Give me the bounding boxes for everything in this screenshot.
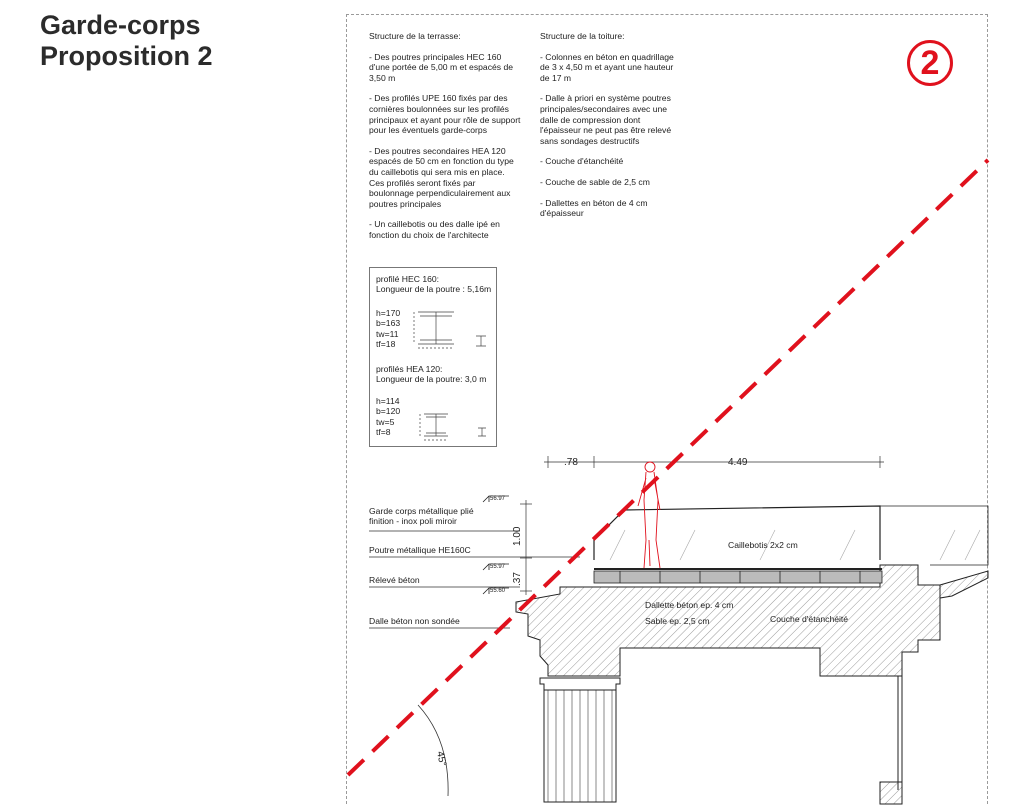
toiture-item: - Couche de sable de 2,5 cm	[540, 176, 650, 187]
angle-45: 45°	[434, 750, 448, 768]
toiture-item: - Couche d'étanchéité	[540, 156, 624, 167]
hec-profile-dims: h=170 b=163 tw=11 tf=18	[376, 308, 401, 350]
right-glass-panel	[880, 506, 988, 565]
hea-profile-dims: h=114 b=120 tw=5 tf=8	[376, 396, 401, 438]
terrasse-item: - Un caillebotis ou des dalle ipé en fonction du choix de l'architecte	[369, 219, 500, 240]
hea-profile-title: profilés HEA 120: Longueur de la poutre: 3,0 m	[376, 364, 487, 385]
label-releve: Rélevé béton	[369, 575, 420, 585]
level-56-97: 56.97	[490, 496, 506, 502]
right-wall	[880, 676, 902, 804]
terrasse-item: - Des profilés UPE 160 fixés par des cornières boulonnées sur les profilés principaux et ayant pour rôle de support pour les éventuels garde-corps	[369, 93, 521, 136]
hec-profile-title: profilé HEC 160: Longueur de la poutre : 5,16m	[376, 274, 492, 295]
dim-0-78: .78	[564, 457, 578, 468]
annotation-sable: Sable ep. 2,5 cm	[645, 616, 710, 626]
annotation-dallette: Dallette béton ep. 4 cm	[645, 600, 734, 610]
terrasse-item: - Des poutres secondaires HEA 120 espacés de 50 cm en fonction du type du caillebotis qui sera mis en place. Ces profilés seront fixés par boulonnage perpendiculairement aux poutres principales	[369, 145, 514, 209]
terrasse-item: - Des poutres principales HEC 160 d'une portée de 5,00 m et espacés de 3,50 m	[369, 51, 514, 83]
annotation-etancheite: Couche d'étanchéité	[770, 614, 849, 624]
steel-beam	[594, 571, 882, 583]
column-capital	[540, 678, 620, 690]
annotation-caillebotis: Caillebotis 2x2 cm	[728, 540, 798, 550]
toiture-heading: Structure de la toiture:	[540, 31, 625, 41]
dim-0-37: .37	[512, 572, 523, 586]
label-dalle: Dalle béton non sondée	[369, 616, 460, 626]
label-poutre: Poutre métallique HE160C	[369, 545, 471, 555]
red-45-degree-line	[348, 160, 988, 775]
glass-balustrade	[594, 506, 880, 560]
level-55-60: 55.60	[490, 588, 506, 594]
level-marker	[483, 496, 509, 594]
level-55-97: 55.97	[490, 564, 506, 570]
proposition-number-badge: 2	[907, 40, 953, 86]
toiture-item: - Dallettes en béton de 4 cm d'épaisseur	[540, 197, 648, 219]
horizontal-dimension	[544, 456, 884, 468]
dim-4-49: 4.49	[728, 457, 748, 468]
title-line-2: Proposition 2	[40, 41, 213, 71]
label-garde-corps: Garde corps métallique plié finition - inox poli miroir	[369, 506, 474, 527]
dim-1-00: 1.00	[512, 526, 523, 546]
fluted-column	[544, 690, 616, 802]
right-overhang	[940, 571, 988, 598]
terrasse-heading: Structure de la terrasse:	[369, 31, 461, 41]
toiture-item: - Colonnes en béton en quadrillage de 3 x 4,50 m et ayant une hauteur de 17 m	[540, 51, 674, 83]
toiture-item: - Dalle à priori en système poutres principales/secondaires avec une dalle de compression dont l'épaisseur ne peut pas être relevé sans sondages destructifs	[540, 93, 672, 146]
title-line-1: Garde-corps	[40, 10, 201, 40]
